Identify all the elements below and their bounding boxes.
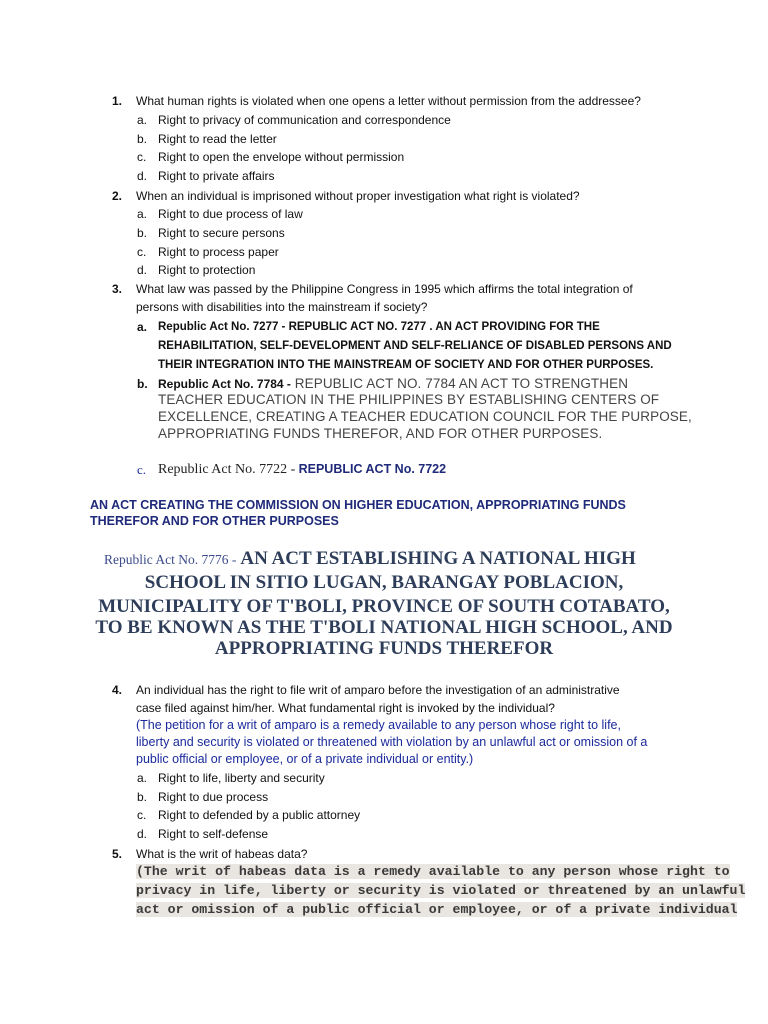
q3-option-b-title: REPUBLIC ACT NO. 7784 AN ACT TO STRENGTHEN — [290, 376, 629, 391]
q2-number: 2. — [112, 189, 123, 203]
q3-option-c-letter: c. — [137, 462, 147, 477]
q3-option-a-letter: a. — [137, 320, 148, 334]
q3-option-b-line2: TEACHER EDUCATION IN THE PHILIPPINES BY ESTABLISHING CENTERS OF — [158, 392, 660, 407]
q1-option-c-letter: c. — [137, 150, 147, 164]
q2-option-d-letter: d. — [137, 263, 148, 277]
q2-text: When an individual is imprisoned without proper investigation what right is violated? — [136, 189, 580, 203]
q1-option-c: Right to open the envelope without permission — [158, 150, 405, 164]
q1-option-d: Right to private affairs — [158, 169, 275, 183]
q3-option-c-line — [158, 460, 698, 480]
q1-option-b-letter: b. — [137, 132, 148, 146]
q4-option-b: Right to due process — [158, 790, 269, 804]
ra7776-title-line2: SCHOOL IN SITIO LUGAN, BARANGAY POBLACION, — [144, 572, 624, 593]
q4-option-d-letter: d. — [137, 827, 148, 841]
q2-option-d: Right to protection — [158, 263, 256, 277]
ra7776-title-line5: APPROPRIATING FUNDS THEREFOR — [214, 638, 554, 659]
q3-option-a-line1: Republic Act No. 7277 - REPUBLIC ACT NO. 7277 . AN ACT PROVIDING FOR THE — [158, 321, 600, 333]
q4-option-b-letter: b. — [137, 790, 148, 804]
q2-option-c: Right to process paper — [158, 245, 279, 259]
q4-option-c: Right to defended by a public attorney — [158, 808, 361, 822]
q4-number: 4. — [112, 683, 123, 697]
q5-number: 5. — [112, 847, 123, 861]
q1-option-a: Right to privacy of communication and correspondence — [158, 113, 451, 127]
q3-option-c-label: Republic Act No. 7722 - — [158, 462, 296, 477]
q3-option-b-label: Republic Act No. 7784 - — [158, 377, 291, 391]
q3-option-c-title: REPUBLIC ACT No. 7722 — [298, 462, 447, 476]
ra7776-label: Republic Act No. 7776 - — [104, 552, 237, 567]
q3-option-a-line3: THEIR INTEGRATION INTO THE MAINSTREAM OF SOCIETY AND FOR OTHER PURPOSES. — [158, 359, 654, 371]
q4-option-a-letter: a. — [137, 771, 148, 785]
q2-option-a: Right to due process of law — [158, 207, 303, 221]
q3-option-a-line2: REHABILITATION, SELF-DEVELOPMENT AND SELF-RELIANCE OF DISABLED PERSONS AND — [158, 340, 672, 352]
q1-option-d-letter: d. — [137, 169, 148, 183]
q5-note-line1: (The writ of habeas data is a remedy available to any person whose right to — [136, 864, 730, 879]
q3-option-b-line4: APPROPRIATING FUNDS THEREFOR, AND FOR OTHER PURPOSES. — [158, 426, 603, 441]
ra7722-line2: THEREFOR AND FOR OTHER PURPOSES — [90, 514, 339, 528]
q3-line1: What law was passed by the Philippine Congress in 1995 which affirms the total integration of — [136, 282, 633, 296]
q4-option-d: Right to self-defense — [158, 827, 269, 841]
ra7776-line1 — [104, 547, 704, 572]
q3-line2: persons with disabilities into the mainstream if society? — [136, 300, 428, 314]
q2-option-c-letter: c. — [137, 245, 147, 259]
q4-note-line1: (The petition for a writ of amparo is a remedy available to any person whose right to life, — [136, 718, 621, 732]
q2-option-a-letter: a. — [137, 207, 148, 221]
q1-option-a-letter: a. — [137, 113, 148, 127]
q3-option-b-line1 — [158, 375, 718, 394]
q4-note-line2: liberty and security is violated or threatened with violation by an unlawful act or omission of a — [136, 735, 648, 749]
q3-option-b-letter: b. — [137, 377, 148, 391]
q4-option-c-letter: c. — [137, 808, 147, 822]
q2-option-b-letter: b. — [137, 226, 148, 240]
q4-note-line3: public official or employee, or of a private individual or entity.) — [136, 752, 474, 766]
ra7776-title-line1: AN ACT ESTABLISHING A NATIONAL HIGH — [240, 548, 636, 569]
q1-option-b: Right to read the letter — [158, 132, 277, 146]
q4-line2: case filed against him/her. What fundamental right is invoked by the individual? — [136, 701, 555, 715]
ra7776-title-line4: TO BE KNOWN AS THE T'BOLI NATIONAL HIGH SCHOOL, AND — [95, 617, 673, 638]
q4-option-a: Right to life, liberty and security — [158, 771, 325, 785]
q1-number: 1. — [112, 94, 123, 108]
q3-number: 3. — [112, 282, 123, 296]
q5-note-line3: act or omission of a public official or employee, or of a private individual — [136, 902, 738, 917]
ra7722-line1: AN ACT CREATING THE COMMISSION ON HIGHER EDUCATION, APPROPRIATING FUNDS — [90, 498, 626, 512]
q5-note-line2: privacy in life, liberty or security is violated or threatened by an unlawful — [136, 883, 746, 898]
q4-line1: An individual has the right to file writ of amparo before the investigation of an administrative — [136, 683, 620, 697]
q1-text: What human rights is violated when one opens a letter without permission from the addressee? — [136, 94, 641, 108]
q5-text: What is the writ of habeas data? — [136, 847, 308, 861]
ra7776-title-line3: MUNICIPALITY OF T'BOLI, PROVINCE OF SOUTH COTABATO, — [98, 596, 670, 617]
q2-option-b: Right to secure persons — [158, 226, 285, 240]
q3-option-b-line3: EXCELLENCE, CREATING A TEACHER EDUCATION COUNCIL FOR THE PURPOSE, — [158, 409, 692, 424]
